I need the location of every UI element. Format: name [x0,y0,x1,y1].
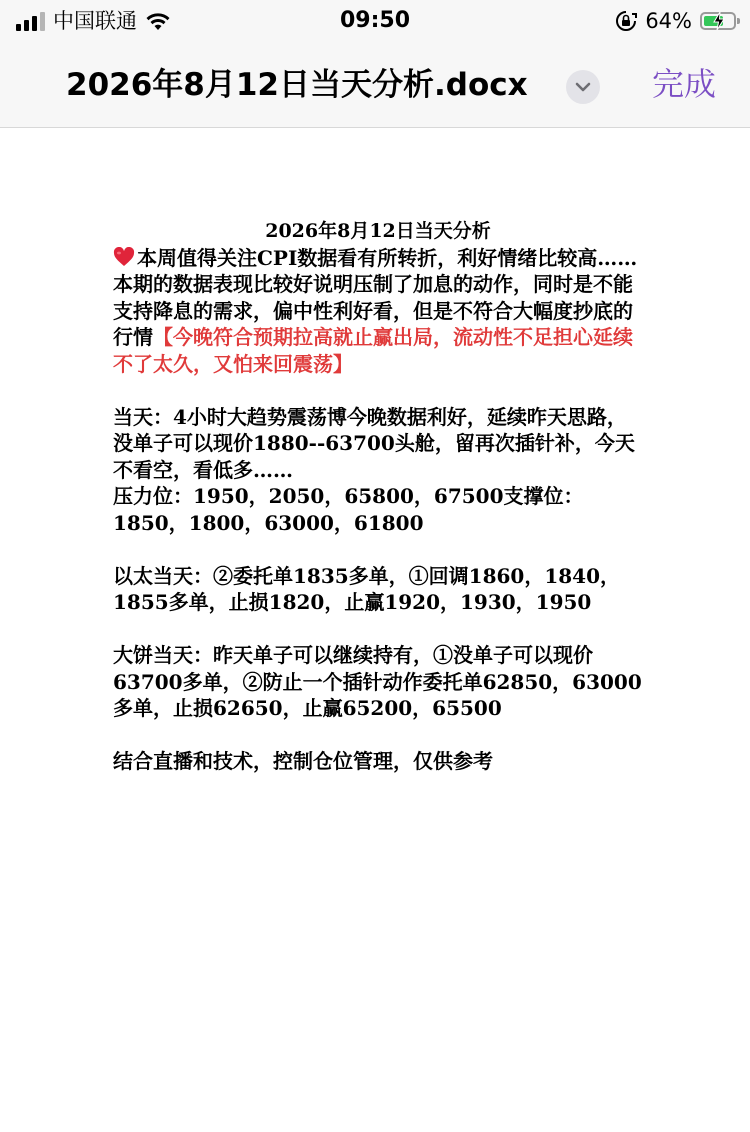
intro-red-text: 【今晚符合预期拉高就止赢出局，流动性不足担心延续不了太久，又怕来回震荡】 [113,325,633,376]
paragraph-eth: 以太当天：②委托单1835多单，①回调1860，1840，1855多单，止损1820，止赢1920，1930，1950 [113,563,620,614]
document-body [113,218,643,775]
paragraph-disclaimer: 结合直播和技术，控制仓位管理，仅供参考 [113,749,493,773]
chevron-down-icon [575,81,591,93]
status-time: 09:50 [339,8,411,33]
status-bar [0,0,750,44]
spacer [113,377,643,404]
intro-text: 本周值得关注CPI数据看有所转折，利好情绪比较高……本期的数据表现比较好说明压制了加息的动作，同时是不能支持降息的需求，偏中性利好看，但是不符合大幅度抄底的行情 [113,245,638,349]
done-button[interactable]: 完成 [651,65,716,103]
spacer [113,536,643,563]
battery-icon [700,12,736,30]
spacer [113,616,643,643]
paragraph-levels: 压力位：1950，2050，65800，67500支撑位：1850，1800，63000，61800 [113,484,584,535]
document-title: 2026年8月12日当天分析.docx [66,67,528,103]
rotation-lock-icon [615,10,637,32]
paragraph-btc: 大饼当天：昨天单子可以继续持有，①没单子可以现价63700多单，②防止一个插针动作委托单62850，63000多单，止损62650，止赢65200，65500 [113,643,642,720]
paragraph-today: 当天：4小时大趋势震荡博今晚数据利好，延续昨天思路，没单子可以现价1880--63700头舱，留再次插针补，今天不看空，看低多…… [113,404,635,482]
document-heading: 2026年8月12日当天分析 [265,220,491,242]
spacer [113,722,643,749]
heart-icon [113,247,135,267]
battery-percent: 64% [645,9,692,33]
paragraph-intro [113,245,643,378]
title-menu-button[interactable] [566,70,600,104]
carrier-name: 中国联通 [53,9,137,33]
status-right [615,8,736,34]
nav-bar [0,44,750,128]
